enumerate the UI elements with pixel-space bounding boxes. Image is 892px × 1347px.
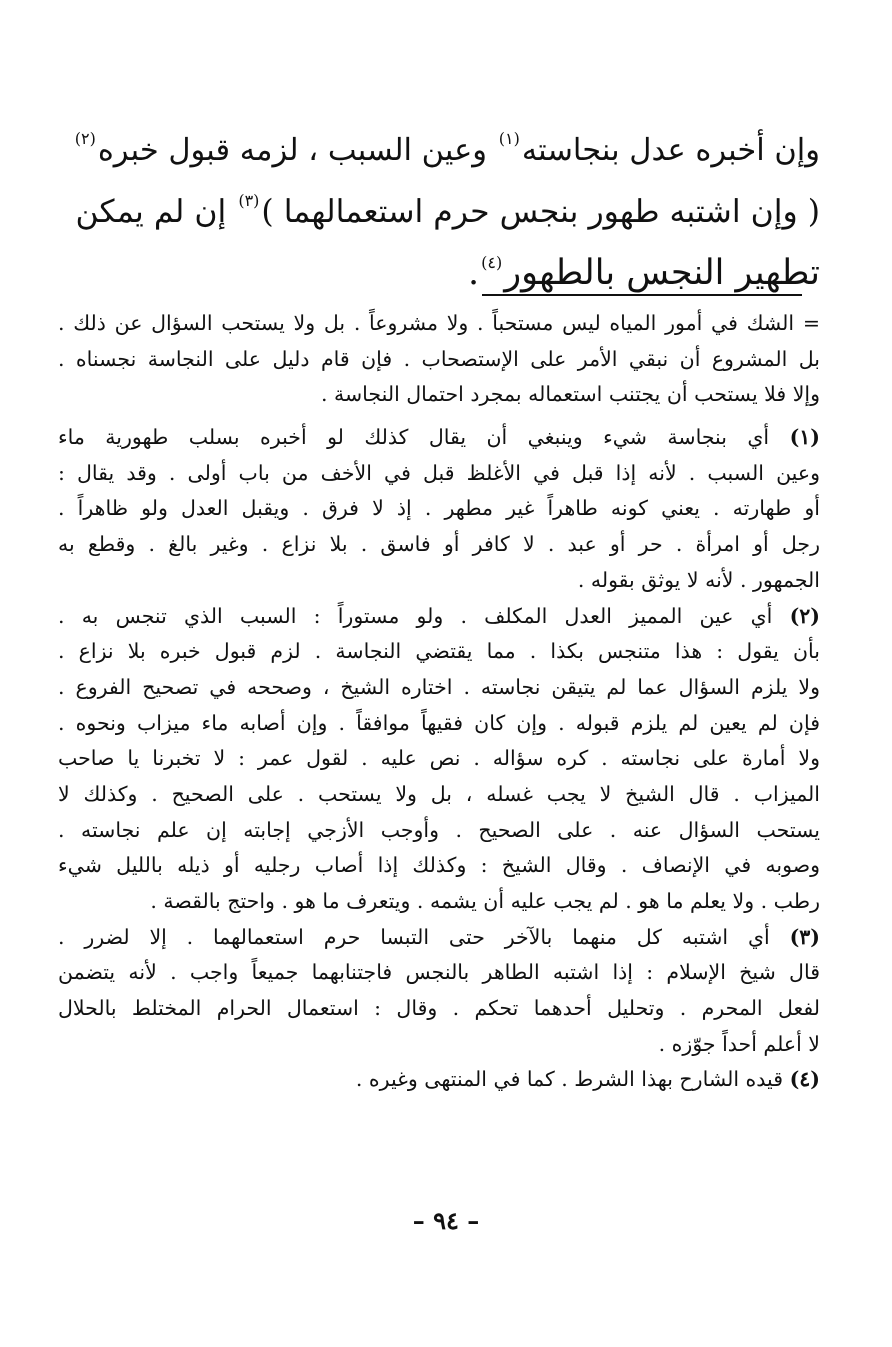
footnote-line: بل المشروع أن نبقي الأمر على الإستصحاب . فإن قام دليل على النجاسة نجسناه . (58, 346, 820, 371)
footnote-line: ولا أمارة على نجاسته . كره سؤاله . نص عليه . لقول عمر : لا تخبرنا يا صاحب (58, 746, 820, 771)
footnote-text: أي اشتبه كل منهما بالآخر حتى التبسا حرم استعمالهما . إلا لضرر . (58, 924, 770, 949)
footnote-line: رجل أو امرأة . حر أو عبد . لا كافر أو فاسق . بلا نزاع . وغير بالغ . وقطع به (58, 532, 820, 557)
footnote-4 (58, 1062, 820, 1098)
footnote-line: يستحب السؤال عنه . على الصحيح . وأوجب الأزجي إجابته إن علم نجاسته . (58, 817, 820, 842)
main-text-segment: إن لم يمكن (75, 194, 227, 230)
footnote-line: أو طهارته . يعني كونه طاهراً غير مطهر . إذ لا فرق . ويقبل العدل ولو ظاهراً . (58, 496, 820, 521)
footnote-ref-3[interactable]: (٣) (238, 191, 260, 210)
footnote-line: رطب . ولا يعلم ما هو . لم يجب عليه أن يشمه . ويتعرف ما هو . واحتج بالقصة . (150, 889, 820, 913)
main-line (72, 232, 820, 294)
main-line (72, 170, 820, 232)
footnote-line (58, 599, 820, 635)
footnote-line (58, 420, 820, 456)
footnote-ref-2[interactable]: (٢) (74, 129, 96, 148)
footnote-1 (58, 420, 820, 598)
page-number: – ٩٤ – (412, 1206, 480, 1235)
footnote-line: فإن لم يعين لم يلزم قبوله . وإن كان فقيهاً موافقاً . وإن أصابه ماء ميزاب ونحوه . (58, 710, 820, 735)
footnote-number: (٢) (789, 603, 820, 628)
main-text-segment: وعين السبب ، لزمه قبول خبره (97, 133, 488, 168)
main-line (72, 108, 820, 170)
footnote-text: أي بنجاسة شيء وينبغي أن يقال كذلك لو أخبره بسلب طهورية ماء (58, 425, 770, 450)
footnote-number: (٣) (789, 924, 820, 949)
footnote-ref-4[interactable]: (٤) (481, 253, 503, 272)
footnote-line: الميزاب . قال الشيخ لا يجب غسله ، بل ولا يستحب . على الصحيح . وكذلك لا (58, 781, 820, 806)
footnote-continuation (58, 306, 820, 413)
footnote-line: لا أعلم أحداً جوّزه . (658, 1031, 820, 1056)
footnote-line: الجمهور . لأنه لا يوثق بقوله . (577, 567, 820, 592)
footnote-line: وإلا فلا يستحب أن يجتنب استعماله بمجرد احتمال النجاسة . (320, 382, 820, 407)
footnotes (58, 306, 820, 1098)
footnote-line: ولا يلزم السؤال عما لم يتيقن نجاسته . اختاره الشيخ ، وصححه في تصحيح الفروع . (58, 674, 820, 699)
footnote-text: أي عين المميز العدل المكلف . ولو مستوراً : السبب الذي تنجس به . (58, 603, 773, 628)
main-text-segment: تطهير النجس بالطهور (504, 253, 820, 293)
footnote-2 (58, 599, 820, 920)
main-text-segment: ( وإن اشتبه طهور بنجس حرم استعمالهما ) (261, 194, 820, 230)
footnote-separator (482, 294, 802, 296)
main-text (72, 108, 820, 294)
main-text-segment: . (467, 253, 480, 293)
footnote-line: قال شيخ الإسلام : إذا اشتبه الطاهر بالنجس فاجتنابهما جميعاً واجب . لأنه يتضمن (58, 960, 820, 985)
footnote-3 (58, 920, 820, 1063)
footnote-line (58, 920, 820, 956)
footnote-number: (٤) (789, 1067, 820, 1092)
footnote-ref-1[interactable]: (١) (498, 129, 520, 148)
footnote-line: = الشك في أمور المياه ليس مستحباً . ولا مشروعاً . بل ولا يستحب السؤال عن ذلك . (58, 311, 820, 335)
footnote-line: لفعل المحرم . وتحليل أحدهما تحكم . وقال : استعمال الحرام المختلط بالحلال (58, 996, 820, 1021)
footnote-line (58, 1062, 820, 1098)
footnote-line: بأن يقول : هذا متنجس بكذا . مما يقتضي النجاسة . لزم قبول خبره بلا نزاع . (58, 639, 820, 664)
footnote-number: (١) (789, 425, 820, 450)
footnote-text: قيده الشارح بهذا الشرط . كما في المنتهى وغيره . (355, 1067, 784, 1092)
footnote-line: وصوبه في الإنصاف . وقال الشيخ : وكذلك إذا أصاب رجليه أو ذيله بالليل شيء (58, 853, 820, 878)
footnote-line: وعين السبب . لأنه إذا قبل في الأغلظ قبل في الأخف من باب أولى . وقد يقال : (58, 460, 820, 485)
main-text-segment: وإن أخبره عدل بنجاسته (521, 133, 820, 168)
